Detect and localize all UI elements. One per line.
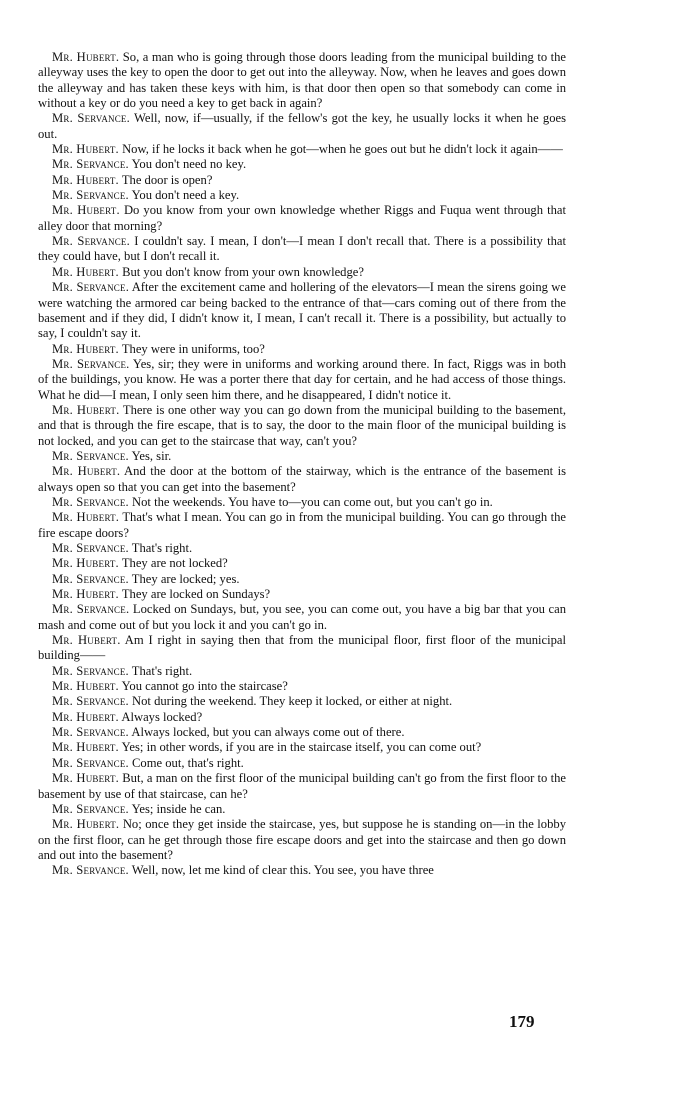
speaker-label: Mr. Hubert.	[52, 709, 119, 724]
speaker-label: Mr. Servance.	[52, 448, 129, 463]
speaker-label: Mr. Servance.	[52, 111, 130, 126]
statement-text: Am I right in saying then that from the municipal floor, first floor of the municipal building——	[38, 633, 566, 663]
speaker-label: Mr. Servance.	[52, 280, 130, 295]
testimony-paragraph	[38, 188, 566, 203]
statement-text: They are locked; yes.	[131, 571, 240, 586]
speaker-label: Mr. Hubert.	[52, 172, 119, 187]
speaker-label: Mr. Servance.	[52, 541, 129, 555]
speaker-label: Mr. Hubert.	[52, 464, 121, 479]
testimony-paragraph	[38, 633, 566, 664]
testimony-paragraph	[38, 342, 566, 357]
statement-text: But, a man on the first floor of the municipal building can't go from the first floor to the basement by use of that staircase, can he?	[38, 771, 566, 801]
speaker-label: Mr. Hubert.	[52, 203, 120, 218]
statement-text: Yes; in other words, if you are in the staircase itself, you can come out?	[121, 740, 482, 755]
testimony-paragraph	[38, 541, 566, 556]
statement-text: They are not locked?	[121, 556, 228, 571]
testimony-paragraph	[38, 173, 566, 188]
testimony-paragraph	[38, 234, 566, 265]
statement-text: No; once they get inside the staircase, yes, but suppose he is standing on—in the lobby on the first floor, can he get through those fire escape doors and get into the staircase and then go down and out into the basement?	[38, 817, 566, 862]
statement-text: There is one other way you can go down from the municipal building to the basement, and that is through the fire escape, that is to say, the door to the main floor of the municipal building is not locked, and you can get to the staircase that way, can't you?	[38, 402, 567, 448]
speaker-label: Mr. Servance.	[52, 602, 130, 617]
testimony-paragraph	[38, 664, 566, 679]
speaker-label: Mr. Servance.	[52, 157, 129, 172]
statement-text: You don't need no key.	[131, 157, 247, 172]
speaker-label: Mr. Servance.	[52, 234, 130, 249]
statement-text: I couldn't say. I mean, I don't—I mean I don't recall that. There is a possibility that they could have, but I don't recall it.	[38, 234, 566, 264]
statement-text: Well, now, let me kind of clear this. You see, you have three	[131, 863, 434, 878]
speaker-label: Mr. Servance.	[52, 755, 129, 770]
testimony-paragraph	[38, 817, 566, 863]
testimony-paragraph	[38, 203, 566, 234]
testimony-paragraph	[38, 756, 566, 771]
speaker-label: Mr. Hubert.	[52, 771, 120, 786]
testimony-paragraph	[38, 740, 566, 755]
testimony-paragraph	[38, 142, 566, 157]
testimony-paragraph	[38, 694, 566, 709]
speaker-label: Mr. Hubert.	[52, 679, 119, 694]
testimony-paragraph	[38, 510, 566, 541]
testimony-paragraph	[38, 449, 566, 464]
speaker-label: Mr. Hubert.	[52, 402, 120, 417]
testimony-paragraph	[38, 725, 566, 740]
testimony-paragraph	[38, 863, 566, 878]
speaker-label: Mr. Hubert.	[52, 510, 120, 525]
statement-text: Always locked?	[121, 709, 203, 724]
speaker-label: Mr. Hubert.	[52, 142, 119, 157]
speaker-label: Mr. Hubert.	[52, 633, 121, 648]
testimony-paragraph	[38, 157, 566, 172]
statement-text: They were in uniforms, too?	[121, 341, 265, 356]
statement-text: Come out, that's right.	[132, 755, 244, 770]
speaker-label: Mr. Hubert.	[52, 264, 119, 279]
statement-text: But you don't know from your own knowledge?	[122, 264, 364, 279]
speaker-label: Mr. Servance.	[52, 694, 129, 709]
speaker-label: Mr. Servance.	[52, 188, 129, 203]
speaker-label: Mr. Hubert.	[52, 587, 119, 602]
speaker-label: Mr. Hubert.	[52, 50, 120, 64]
testimony-paragraph	[38, 50, 566, 111]
speaker-label: Mr. Servance.	[52, 725, 129, 740]
statement-text: Yes, sir; they were in uniforms and working around there. In fact, Riggs was in both of the buildings, you know. He was a porter there that day for certain, and he had access of those things. What he did—I mean, I only seen him there, and he disappeared, I didn't notice it.	[38, 356, 566, 402]
testimony-paragraph	[38, 357, 566, 403]
statement-text: You don't need a key.	[131, 188, 240, 203]
speaker-label: Mr. Hubert.	[52, 740, 119, 755]
statement-text: Now, if he locks it back when he got—when he goes out but he didn't lock it again——	[122, 142, 563, 157]
testimony-paragraph	[38, 403, 566, 449]
statement-text: They are locked on Sundays?	[121, 587, 271, 602]
statement-text: That's right.	[131, 541, 193, 555]
testimony-paragraph	[38, 802, 566, 817]
testimony-paragraph	[38, 710, 566, 725]
statement-text: That's what I mean. You can go in from the municipal building. You can go through the fire escape doors?	[38, 510, 567, 540]
statement-text: Yes; inside he can.	[131, 801, 226, 816]
statement-text: That's right.	[131, 663, 193, 678]
statement-text: And the door at the bottom of the stairway, which is the entrance of the basement is always open so that you can get into the basement?	[38, 464, 566, 494]
speaker-label: Mr. Servance.	[52, 863, 129, 878]
testimony-paragraph	[38, 280, 566, 341]
statement-text: You cannot go into the staircase?	[121, 679, 288, 694]
speaker-label: Mr. Servance.	[52, 663, 129, 678]
statement-text: Well, now, if—usually, if the fellow's got the key, he usually locks it when he goes out.	[38, 111, 566, 141]
statement-text: Not the weekends. You have to—you can come out, but you can't go in.	[132, 494, 493, 509]
statement-text: Always locked, but you can always come out of there.	[131, 725, 405, 740]
statement-text: After the excitement came and hollering of the elevators—I mean the sirens going we were watching the armored car being backed to the entrance of that—cars coming out of there from the basement and if they did, I didn't know it, I mean, I can't recall it. There is a possibility, but actually to say, I couldn't say it.	[38, 280, 566, 341]
speaker-label: Mr. Servance.	[52, 494, 129, 509]
testimony-paragraph	[38, 679, 566, 694]
statement-text: So, a man who is going through those doors leading from the municipal building to the alleyway uses the key to open the door to get out into the alleyway. Now, when he leaves and goes down the alleyway and has taken these keys with him, is that door then open so that somebody can come in without a key or do you need a key to get back in again?	[38, 50, 567, 111]
speaker-label: Mr. Servance.	[52, 571, 129, 586]
testimony-paragraph	[38, 556, 566, 571]
statement-text: Locked on Sundays, but, you see, you can come out, you have a big bar that you can mash and come out of but you lock it and you can't go in.	[38, 602, 566, 632]
testimony-paragraph	[38, 771, 566, 802]
speaker-label: Mr. Servance.	[52, 356, 130, 371]
testimony-paragraph	[38, 572, 566, 587]
transcript-body	[38, 50, 566, 879]
speaker-label: Mr. Hubert.	[52, 341, 119, 356]
speaker-label: Mr. Servance.	[52, 801, 129, 816]
statement-text: The door is open?	[121, 172, 213, 187]
testimony-paragraph	[38, 111, 566, 142]
testimony-paragraph	[38, 495, 566, 510]
page-number: 179	[509, 1012, 535, 1031]
speaker-label: Mr. Hubert.	[52, 817, 120, 832]
statement-text: Do you know from your own knowledge whether Riggs and Fuqua went through that alley door that morning?	[38, 203, 566, 233]
testimony-paragraph	[38, 587, 566, 602]
statement-text: Not during the weekend. They keep it locked, or either at night.	[132, 694, 453, 709]
testimony-paragraph	[38, 602, 566, 633]
speaker-label: Mr. Hubert.	[52, 556, 119, 571]
statement-text: Yes, sir.	[131, 448, 172, 463]
testimony-paragraph	[38, 265, 566, 280]
testimony-paragraph	[38, 464, 566, 495]
